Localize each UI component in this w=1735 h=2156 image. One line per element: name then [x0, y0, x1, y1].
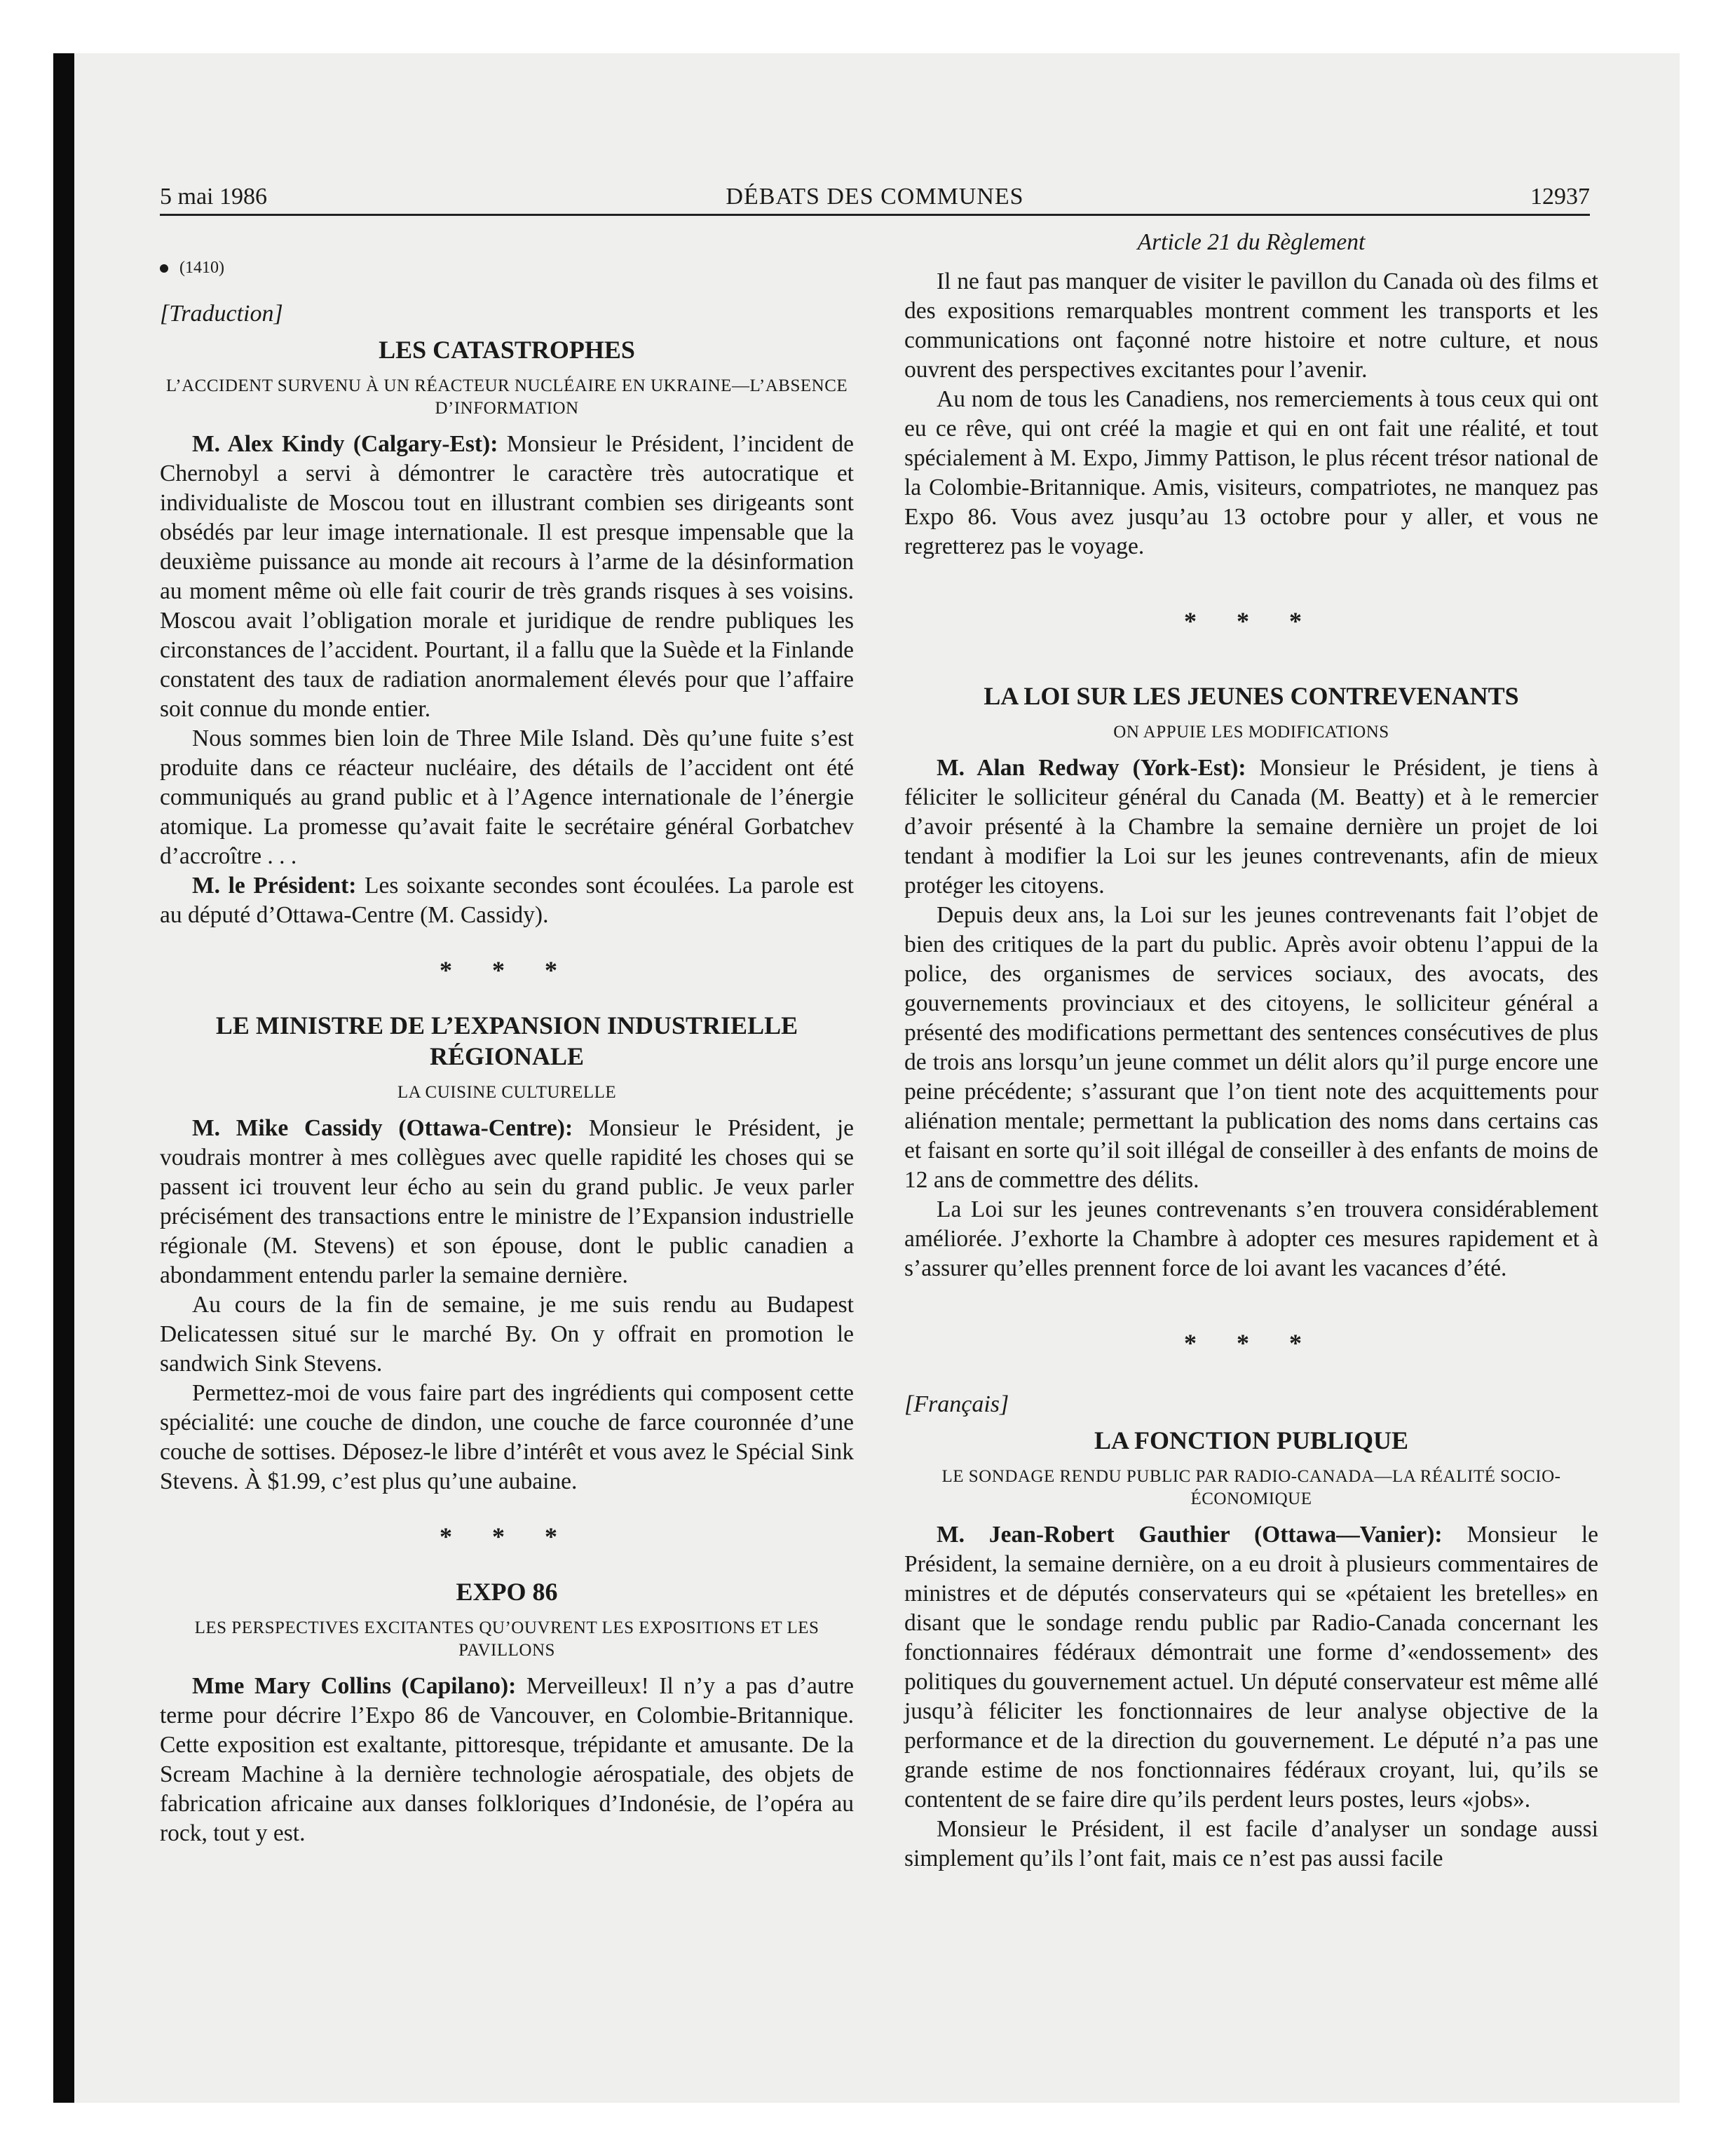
section-subtitle-sondage: LE SONDAGE RENDU PUBLIC PAR RADIO-CANADA—LA RÉALITÉ SOCIO-ÉCONOMIQUE	[941, 1467, 1561, 1508]
section-separator: * * *	[440, 956, 574, 984]
section-subtitle-cuisine: LA CUISINE CULTURELLE	[397, 1083, 617, 1102]
header-title: DÉBATS DES COMMUNES	[726, 184, 1024, 210]
paragraph	[160, 871, 854, 930]
speaker-name: Mme Mary Collins (Capilano):	[192, 1673, 517, 1699]
paragraph-text: Les soixante secondes sont écoulées. La parole est au député d’Ottawa-Centre (M. Cassidy).	[160, 873, 854, 928]
paragraph-text: Monsieur le Président, je voudrais montrer à mes collègues avec quelle rapidité les choses qui se passent ici trouvent leur écho au sein du grand public. Je veux parler précisément des transactions entre le ministre de l’Expansion industrielle régionale (M. Stevens) et son épouse, dont le public canadien a abondamment entendu parler la semaine dernière.	[160, 1115, 854, 1288]
section-title-expansion: LE MINISTRE DE L’EXPANSION INDUSTRIELLE RÉGIONALE	[215, 1011, 798, 1070]
speaker-name: M. Mike Cassidy (Ottawa-Centre):	[192, 1115, 573, 1141]
paragraph: Permettez-moi de vous faire part des ingrédients qui composent cette spécialité: une couche de dindon, une couche de farce couronnée d’une couche de sottises. Déposez-le libre d’intérêt et vous avez le Spécial Sink Stevens. À $1.99, c’est plus qu’une aubaine.	[160, 1380, 854, 1494]
paragraph-text: Merveilleux! Il n’y a pas d’autre terme pour décrire l’Expo 86 de Vancouver, en Colombie-Britannique. Cette exposition est exaltante, pittoresque, trépidante et amusante. De la Scream Machine à la dernière technologie aérospatiale, des objets de fabrication africaine aux danses folkloriques d’Indonésie, de l’opéra au rock, tout y est.	[160, 1673, 854, 1846]
page-header	[160, 181, 1590, 213]
paragraph-text: Monsieur le Président, l’incident de Chernobyl a servi à démontrer le caractère très autocratique et individualiste de Moscou tout en illustrant combien ses dirigeants sont obsédés par leur image internationale. Il est presque impensable que la deuxième puissance au monde ait recours à l’arme de la désinformation au moment même où elle fait courir de très grands risques à ses voisins. Moscou avait l’obligation morale et juridique de rendre publiques les circonstances de l’accident. Pourtant, il a fallu que la Suède et la Finlande constatent des taux de radiation anormalement élevés pour que l’affaire soit connue du monde entier.	[160, 431, 854, 722]
running-head: Article 21 du Règlement	[1137, 229, 1366, 255]
section-separator: * * *	[1184, 1329, 1319, 1357]
language-note: [Français]	[904, 1391, 1009, 1417]
section-separator: * * *	[1184, 607, 1319, 635]
section-subtitle-expo: LES PERSPECTIVES EXCITANTES QU’OUVRENT LES EXPOSITIONS ET LES PAVILLONS	[194, 1618, 819, 1660]
paragraph	[904, 753, 1598, 901]
paragraph	[160, 430, 854, 724]
header-date: 5 mai 1986	[160, 184, 267, 210]
speaker-name: M. Jean-Robert Gauthier (Ottawa—Vanier):	[937, 1522, 1443, 1548]
paragraph: Au nom de tous les Canadiens, nos remerciements à tous ceux qui ont eu ce rêve, qui ont créé la magie et qui en ont fait une réalité, et tout spécialement à M. Expo, Jimmy Pattison, le plus récent trésor national de la Colombie-Britannique. Amis, visiteurs, compatriotes, ne manquez pas Expo 86. Vous avez jusqu’au 13 octobre pour y aller, et vous ne regretterez pas le voyage.	[904, 386, 1598, 559]
timestamp	[160, 253, 854, 282]
bullet-icon	[160, 264, 168, 273]
header-rule	[160, 214, 1590, 216]
paragraph: Il ne faut pas manquer de visiter le pavillon du Canada où des films et des expositions remarquables montrent comment les transports et les communications ont façonné notre histoire et notre culture, et nous ouvrent des perspectives excitantes pour l’avenir.	[904, 268, 1598, 383]
paragraph	[160, 1672, 854, 1848]
section-subtitle-accident: L’ACCIDENT SURVENU À UN RÉACTEUR NUCLÉAIRE EN UKRAINE—L’ABSENCE D’INFORMATION	[165, 376, 848, 418]
paragraph: Depuis deux ans, la Loi sur les jeunes contrevenants fait l’objet de bien des critiques de la part du public. Après avoir obtenu l’appui de la police, des organismes de services sociaux, des avocats, des gouvernements provinciaux et des citoyens, le solliciteur général a présenté des modifications permettant des sentences consécutives de plus de trois ans lorsqu’un jeune commet un délit alors qu’il purge encore une peine précédente; s’assurant que l’on tient note des acquittements pour aliénation mentale; permettant la publication des noms dans certains cas et faisant en sorte qu’il soit illégal de conseiller à des enfants de moins de 12 ans de commettre des délits.	[904, 902, 1598, 1193]
section-title-expo: EXPO 86	[456, 1578, 558, 1606]
scan-edge-shadow	[53, 53, 74, 2103]
speaker-name: M. le Président:	[192, 873, 357, 899]
speaker-name: M. Alan Redway (York-Est):	[937, 755, 1246, 781]
section-separator: * * *	[440, 1522, 574, 1550]
left-column	[160, 228, 854, 1848]
header-page-number: 12937	[1530, 184, 1590, 210]
right-column	[904, 228, 1598, 1874]
paragraph: La Loi sur les jeunes contrevenants s’en trouvera considérablement améliorée. J’exhorte la Chambre à adopter ces mesures rapidement et à s’assurer qu’elles prennent force de loi avant les vacances d’été.	[904, 1196, 1598, 1281]
section-title-jeunes-contrevenants: LA LOI SUR LES JEUNES CONTREVENANTS	[984, 682, 1519, 710]
paragraph	[904, 1520, 1598, 1815]
paragraph-text: Monsieur le Président, la semaine dernière, on a eu droit à plusieurs commentaires de ministres et de députés conservateurs qui se «pétaient les bretelles» en disant que le sondage rendu public par Radio-Canada concernant les fonctionnaires fédéraux démontrait une forme d’«endossement» des politiques du gouvernement actuel. Un député conservateur est même allé jusqu’à féliciter les fonctionnaires de leur analyse objective de la performance et de la direction du gouvernement. Le député n’a pas une grande estime de nos fonctionnaires fédéraux croyant, lui, qu’ils se contentent de se faire dire qu’ils perdent leurs postes, leurs «jobs».	[904, 1522, 1598, 1813]
paragraph: Nous sommes bien loin de Three Mile Island. Dès qu’une fuite s’est produite dans ce réacteur nucléaire, des détails de l’accident ont été communiqués au grand public et à l’Agence internationale de l’énergie atomique. La promesse qu’avait faite le secrétaire général Gorbatchev d’accroître . . .	[160, 725, 854, 869]
paragraph: Monsieur le Président, il est facile d’analyser un sondage aussi simplement qu’ils l’ont fait, mais ce n’est pas aussi facile	[904, 1816, 1598, 1871]
paragraph-text: Monsieur le Président, je tiens à féliciter le solliciteur général du Canada (M. Beatty) et à le remercier d’avoir présenté à la Chambre la semaine dernière un projet de loi tendant à modifier la Loi sur les jeunes contrevenants, afin de mieux protéger les citoyens.	[904, 755, 1598, 899]
timestamp-text: (1410)	[179, 259, 224, 277]
paragraph	[160, 1114, 854, 1290]
speaker-name: M. Alex Kindy (Calgary-Est):	[192, 431, 498, 457]
section-title-catastrophes: LES CATASTROPHES	[379, 336, 635, 364]
paragraph: Au cours de la fin de semaine, je me suis rendu au Budapest Delicatessen situé sur le marché By. On y offrait en promotion le sandwich Sink Stevens.	[160, 1292, 854, 1377]
section-title-fonction-publique: LA FONCTION PUBLIQUE	[1094, 1426, 1409, 1454]
section-subtitle-modifications: ON APPUIE LES MODIFICATIONS	[1113, 723, 1389, 742]
translation-note: [Traduction]	[160, 301, 283, 327]
